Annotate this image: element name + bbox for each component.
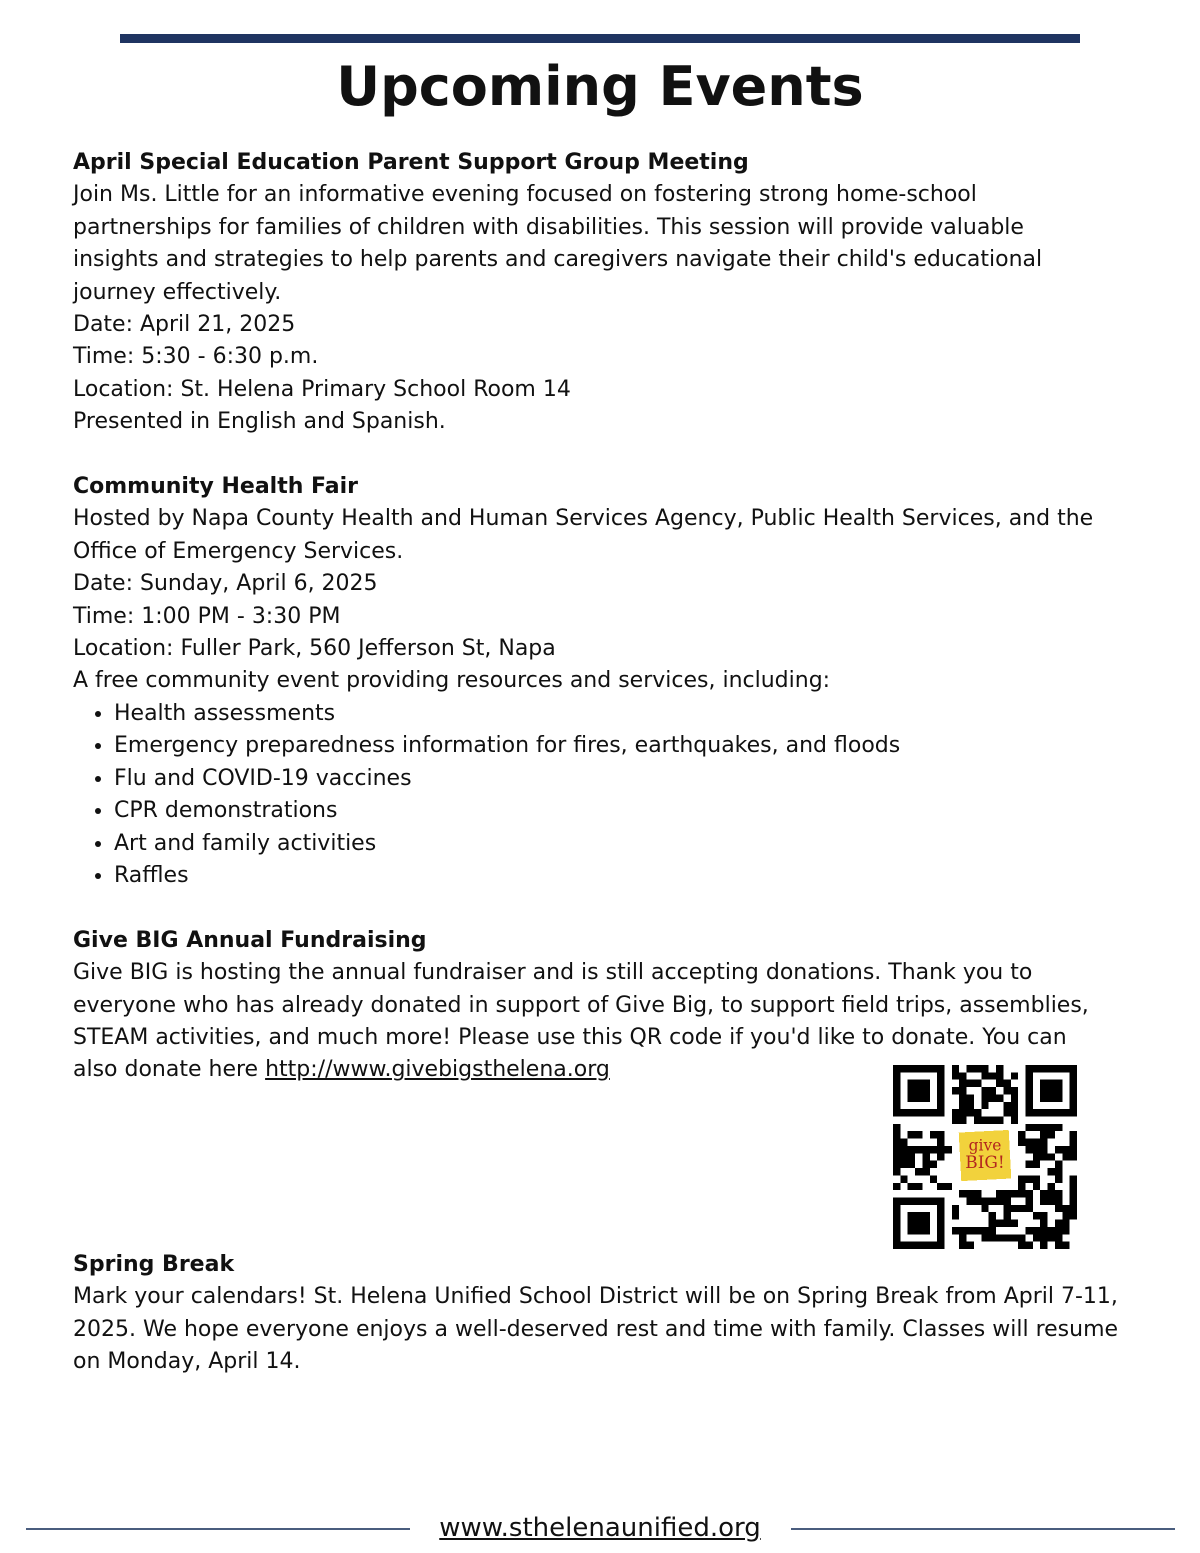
- give-big-logo: [956, 1128, 1013, 1182]
- event-language-note: Presented in English and Spanish.: [73, 409, 446, 435]
- event-date: Date: Sunday, April 6, 2025: [73, 571, 378, 597]
- event-location: Location: St. Helena Primary School Room 14: [73, 376, 571, 402]
- body-line: journey effectively.: [73, 279, 282, 305]
- body-line: on Monday, April 14.: [73, 1348, 301, 1374]
- section-spring-break: [73, 1249, 1163, 1379]
- body-line: 2025. We hope everyone enjoys a well-deserved rest and time with family. Classes will resume: [73, 1316, 1119, 1342]
- body-line: STEAM activities, and much more! Please use this QR code if you'd like to donate. You can: [73, 1024, 1067, 1050]
- top-rule: [120, 34, 1080, 43]
- list-item: • Health assessments: [114, 698, 1163, 730]
- body-line: Mark your calendars! St. Helena Unified School District will be on Spring Break from April 7-11,: [73, 1284, 1118, 1310]
- event-location: Location: Fuller Park, 560 Jefferson St, Napa: [73, 636, 556, 662]
- body-line: Hosted by Napa County Health and Human Services Agency, Public Health Services, and the: [73, 506, 1094, 532]
- list-item: • Emergency preparedness information for fires, earthquakes, and floods: [114, 730, 1163, 762]
- body-line: insights and strategies to help parents and caregivers navigate their child's educational: [73, 247, 1043, 273]
- section-heading: April Special Education Parent Support Group Meeting: [73, 150, 749, 175]
- section-heading: Give BIG Annual Fundraising: [73, 927, 427, 953]
- body-line: Join Ms. Little for an informative evening focused on fostering strong home-school: [73, 182, 977, 208]
- body-line: A free community event providing resources and services, including:: [73, 668, 831, 694]
- section-heading: Spring Break: [73, 1251, 235, 1277]
- body-line: Office of Emergency Services.: [73, 538, 404, 564]
- logo-text-big: BIG!: [965, 1152, 1005, 1173]
- services-list: [73, 698, 1163, 892]
- donate-link[interactable]: http://www.givebigsthelena.org: [265, 1057, 610, 1083]
- section-sped-meeting: [73, 147, 1163, 439]
- section-health-fair: [73, 471, 1163, 892]
- event-date: Date: April 21, 2025: [73, 312, 296, 338]
- body-line: Give BIG is hosting the annual fundraiser and is still accepting donations. Thank you to: [73, 960, 1033, 986]
- body-line: everyone who has already donated in support of Give Big, to support field trips, assemblies,: [73, 992, 1089, 1018]
- list-item: • Art and family activities: [114, 828, 1163, 860]
- list-item: • Flu and COVID-19 vaccines: [114, 763, 1163, 795]
- event-time: Time: 5:30 - 6:30 p.m.: [73, 344, 319, 370]
- logo-text-give: give: [968, 1136, 1002, 1155]
- list-item: • Raffles: [114, 860, 1163, 892]
- body-line: partnerships for families of children with disabilities. This session will provide valuable: [73, 214, 1024, 240]
- section-heading: Community Health Fair: [73, 474, 359, 500]
- event-time: Time: 1:00 PM - 3:30 PM: [73, 603, 341, 629]
- donate-prefix: also donate here: [73, 1057, 266, 1083]
- donation-qr-code[interactable]: [893, 1065, 1077, 1249]
- page-title: Upcoming Events: [336, 55, 864, 118]
- list-item: • CPR demonstrations: [114, 795, 1163, 827]
- footer-website-link[interactable]: www.sthelenaunified.org: [439, 1513, 761, 1543]
